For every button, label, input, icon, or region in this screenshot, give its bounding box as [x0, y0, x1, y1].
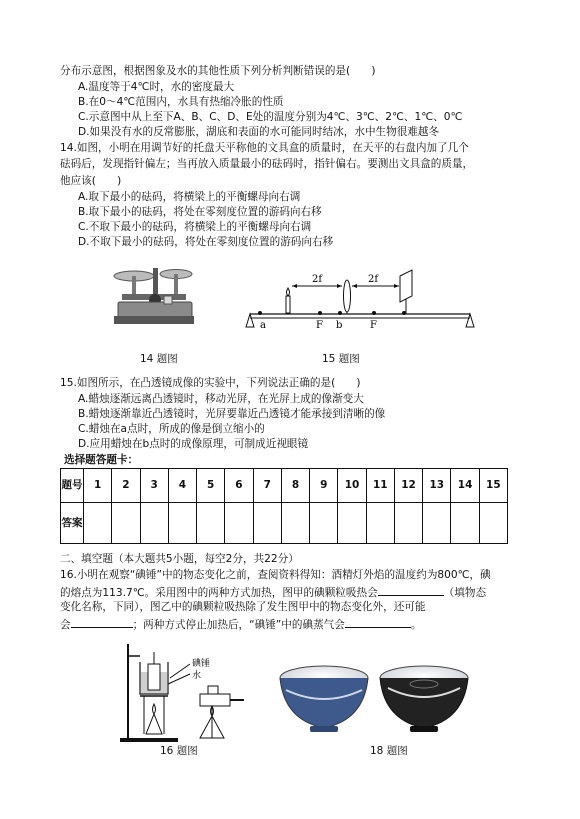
q18-figure-caption: 18 题图 [370, 745, 408, 757]
q15-figure-caption: 15 题图 [322, 353, 360, 365]
answer-cell[interactable] [168, 503, 196, 544]
blank-2[interactable] [71, 616, 133, 628]
q16-line-4 [60, 616, 421, 633]
label-point-b: b [336, 320, 343, 331]
q14-option-d: D.不取下最小的砝码，将处在零刻度位置的游码向右移 [78, 236, 334, 248]
answer-cell[interactable] [281, 503, 309, 544]
optical-bench-diagram [244, 266, 476, 336]
number-cell: 9 [310, 469, 338, 503]
q14-option-b: B.取下最小的砝码，将处在零刻度位置的游码向右移 [78, 206, 322, 218]
section-2-heading: 二、填空题（本大题共5小题，每空2分，共22分） [60, 553, 299, 565]
blank-3[interactable] [345, 616, 411, 628]
q14-line-1: 14.如图，小明在用调节好的托盘天平称他的文具盒的质量时，在天平的右盘内加了几个 [60, 142, 469, 154]
answer-cell[interactable] [451, 503, 479, 544]
number-cell: 11 [366, 469, 394, 503]
answer-cell[interactable] [112, 503, 140, 544]
q16-line-3: 变化名称，下同），图乙中的碘颗粒吸热除了发生图甲中的物态变化外，还可能 [60, 601, 426, 613]
q15-stem: 15.如图所示，在凸透镜成像的实验中，下列说法正确的是( ) [60, 377, 361, 389]
number-cell: 15 [479, 469, 507, 503]
q16-line-2 [60, 584, 486, 601]
q16-line-4-text-b: ；两种方式停止加热后，“碘锤”中的碘蒸气会 [132, 619, 345, 631]
q15-option-c: C.蜡烛在a点时，所成的像是倒立缩小的 [78, 423, 265, 435]
answer-cell[interactable] [225, 503, 253, 544]
answer-card-table [60, 468, 508, 544]
answer-cell[interactable] [140, 503, 168, 544]
answer-card-answer-row [61, 503, 508, 544]
iodine-hammer-apparatus [116, 634, 256, 744]
blank-1[interactable] [378, 584, 444, 596]
q16-line-2-text-b: （填物态 [443, 587, 487, 599]
label-water: 水 [192, 671, 202, 681]
label-focus-right: F [370, 320, 377, 331]
number-cell: 4 [168, 469, 196, 503]
answer-cell[interactable] [423, 503, 451, 544]
answer-cell[interactable] [394, 503, 422, 544]
q14-figure-caption: 14 题图 [140, 353, 178, 365]
label-2f-right: 2f [368, 274, 379, 285]
number-cell: 3 [140, 469, 168, 503]
label-point-a: a [260, 320, 266, 331]
answer-cell[interactable] [338, 503, 366, 544]
q14-line-3: 他应该( ) [60, 175, 122, 187]
answer-cell[interactable] [197, 503, 225, 544]
q13-option-c: C.示意图中从上至下A、B、C、D、E处的温度分别为4℃、3℃、2℃、1℃、0℃ [78, 111, 463, 123]
number-cell: 8 [281, 469, 309, 503]
balance-illustration [104, 262, 200, 330]
label-iodine-hammer: 碘锤 [192, 659, 211, 669]
answer-card-title: 选择题答题卡： [64, 454, 139, 466]
answer-cell[interactable] [253, 503, 281, 544]
row-head-number: 题号 [61, 469, 84, 503]
number-cell: 7 [253, 469, 281, 503]
q15-option-d: D.应用蜡烛在b点时的成像原理，可制成近视眼镜 [78, 438, 309, 450]
answer-cell[interactable] [310, 503, 338, 544]
number-cell: 6 [225, 469, 253, 503]
q14-option-c: C.不取下最小的砝码，将横梁上的平衡螺母向右调 [78, 221, 312, 233]
number-cell: 13 [423, 469, 451, 503]
number-cell: 1 [84, 469, 112, 503]
answer-cell[interactable] [366, 503, 394, 544]
q15-option-b: B.蜡烛逐渐靠近凸透镜时，光屏要靠近凸透镜才能承接到清晰的像 [78, 408, 386, 420]
q13-option-b: B.在0～4℃范围内，水具有热缩冷胀的性质 [78, 96, 284, 108]
label-2f-left: 2f [312, 274, 323, 285]
q16-figure-caption: 16 题图 [160, 745, 198, 757]
number-cell: 12 [394, 469, 422, 503]
q16-line-2-text-a: 的熔点为113.7℃。采用图中的两种方式加热，图甲的碘颗粒吸热会 [60, 587, 378, 599]
q13-option-a: A.温度等于4℃时，水的密度最大 [78, 81, 235, 93]
number-cell: 5 [197, 469, 225, 503]
q16-line-4-text-a: 会 [60, 619, 71, 631]
number-cell: 10 [338, 469, 366, 503]
q13-option-d: D.如果没有水的反常膨胀，湖底和表面的水可能同时结冰，水中生物很难越冬 [78, 126, 440, 138]
q15-option-a: A.蜡烛逐渐远离凸透镜时，移动光屏，在光屏上成的像渐变大 [78, 393, 364, 405]
answer-card-number-row [61, 469, 508, 503]
q16-line-4-text-c: 。 [410, 619, 422, 631]
number-cell: 2 [112, 469, 140, 503]
q13-stem: 分布示意图，根据图象及水的其他性质下列分析判断错误的是( ) [60, 65, 376, 77]
answer-cell[interactable] [84, 503, 112, 544]
bowl-illustration [276, 660, 472, 740]
q14-line-2: 砝码后，发现指针偏左；当再放入质量最小的砝码时，指针偏右。要测出文具盒的质量， [60, 158, 474, 170]
q14-option-a: A.取下最小的砝码，将横梁上的平衡螺母向右调 [78, 191, 301, 203]
number-cell: 14 [451, 469, 479, 503]
label-focus-left: F [316, 320, 323, 331]
q16-line-1: 16.小明在观察“碘锤”中的物态变化之前，查阅资料得知：酒精灯外焰的温度约为800℃，碘 [60, 569, 491, 581]
answer-cell[interactable] [479, 503, 507, 544]
row-head-answer: 答案 [61, 503, 84, 544]
